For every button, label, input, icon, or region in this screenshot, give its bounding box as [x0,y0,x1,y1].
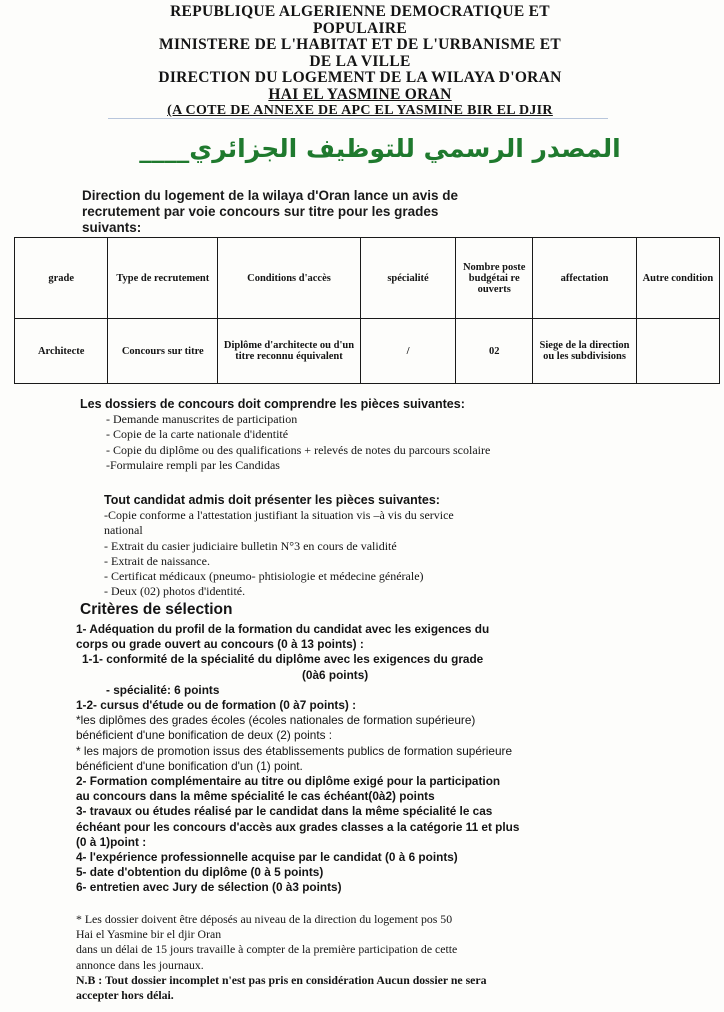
list-item: - Extrait du casier judiciaire bulletin N°3 en cours de validité [104,538,397,553]
header-line: POPULAIRE [313,19,407,37]
dossiers-title: Les dossiers de concours doit comprendre les pièces suivantes: [80,397,465,411]
col-header-specialite: spécialité [360,238,455,319]
footer-notes [76,912,676,1003]
arabic-banner [100,134,660,163]
intro-line: Direction du logement de la wilaya d'Oran lance un avis de [82,188,459,203]
list-item: national [104,523,143,538]
footer-line: accepter hors délai. [76,988,174,1003]
criteria-line: (0à6 points) [302,667,369,682]
table-row [15,319,720,384]
col-header-conditions: Conditions d'accès [218,238,361,319]
cell-grade: Architecte [15,319,108,384]
banner-dash: ____ [139,134,190,163]
criteria-line: 1- Adéquation du profil de la formation du candidat avec les exigences du [76,622,490,636]
col-header-nombre: Nombre poste budgétai re ouverts [456,238,533,319]
criteria-line: 2- Formation complémentaire au titre ou diplôme exigé pour la participation [76,774,501,789]
header-line: HAI EL YASMINE ORAN [268,85,452,103]
recruitment-table [14,237,720,384]
list-item: - Copie de la carte nationale d'identité [106,427,289,442]
footer-line: annonce dans les journaux. [76,957,204,972]
table-header-row [15,238,720,319]
list-item: - Deux (02) photos d'identité. [104,584,246,599]
list-item: - Copie du diplôme ou des qualifications + relevés de notes du parcours scolaire [106,442,491,457]
criteria-line: au concours dans la même spécialité le cas échéant(0à2) points [76,789,435,804]
intro-line: suivants: [82,220,142,235]
cell-autre [636,319,719,384]
header-divider [108,118,608,119]
header-line: DIRECTION DU LOGEMENT DE LA WILAYA D'ORAN [158,69,562,86]
arabic-banner-text: المصدر الرسمي للتوظيف الجزائري [189,134,621,163]
criteria-line: * les majors de promotion issus des établissements publics de formation supérieure [76,743,513,758]
col-header-affectation: affectation [533,238,637,319]
col-header-grade: grade [15,238,108,319]
criteria-line: 3- travaux ou études réalisé par le candidat dans la même spécialité le cas [76,804,493,819]
criteria-line: bénéficient d'une bonification d'un (1) point. [76,758,303,773]
document-header [60,4,660,120]
criteria-line: 5- date d'obtention du diplôme (0 à 5 points) [76,865,324,880]
criteria-line: 4- l'expérience professionnelle acquise par le candidat (0 à 6 points) [76,850,458,865]
footer-line: * Les dossier doivent être déposés au niveau de la direction du logement pos 50 [76,912,453,926]
col-header-type: Type de recrutement [108,238,218,319]
dossiers-section [80,397,700,473]
criteria-line: 1-1- conformité de la spécialité du diplôme avec les exigences du grade [82,652,484,667]
header-line: MINISTERE DE L'HABITAT ET DE L'URBANISME ET [159,36,561,53]
header-line: REPUBLIQUE ALGERIENNE DEMOCRATIQUE ET [170,3,550,20]
header-address: (A COTE DE ANNEXE DE APC EL YASMINE BIR EL DJIR [167,103,553,118]
admis-section [104,493,724,599]
criteria-line: 1-2- cursus d'étude ou de formation (0 à7 points) : [76,698,357,713]
header-line: DE LA VILLE [309,52,411,70]
criteria-line: 6- entretien avec Jury de sélection (0 à3 points) [76,880,342,895]
list-item: -Copie conforme a l'attestation justifiant la situation vis –à vis du service [104,508,454,523]
footer-line: N.B : Tout dossier incomplet n'est pas pris en considération Aucun dossier ne sera [76,972,487,987]
list-item: -Formulaire rempli par les Candidas [106,457,280,472]
list-item: - Extrait de naissance. [104,553,210,568]
criteria-line: bénéficient d'une bonification de deux (2) points : [76,728,333,743]
admis-title: Tout candidat admis doit présenter les pièces suivantes: [104,493,440,507]
criteria-line: - spécialité: 6 points [106,682,220,697]
col-header-autre: Autre condition [636,238,719,319]
list-item: - Certificat médicaux (pneumo- phtisiologie et médecine générale) [104,569,424,584]
criteria-line: corps ou grade ouvert au concours (0 à 13 points) : [76,637,364,652]
footer-line: Hai el Yasmine bir el djir Oran [76,927,222,942]
criteria-section [76,622,676,896]
cell-nombre: 02 [456,319,533,384]
footer-line: dans un délai de 15 jours travaille à compter de la première participation de cette [76,942,458,957]
criteria-line: échéant pour les concours d'accès aux grades classes a la catégorie 11 et plus [76,819,520,834]
cell-type: Concours sur titre [108,319,218,384]
cell-specialite: / [360,319,455,384]
cell-affectation: Siege de la direction ou les subdivisions [533,319,637,384]
intro-line: recrutement par voie concours sur titre pour les grades [82,204,439,219]
criteria-line: *les diplômes des grades écoles (écoles nationales de formation supérieure) [76,713,476,728]
list-item: - Demande manuscrites de participation [106,412,298,427]
intro-paragraph [82,188,642,236]
cell-conditions: Diplôme d'architecte ou d'un titre reconnu équivalent [218,319,361,384]
criteria-title: Critères de sélection [80,601,233,618]
criteria-line: (0 à 1)point : [76,834,147,849]
